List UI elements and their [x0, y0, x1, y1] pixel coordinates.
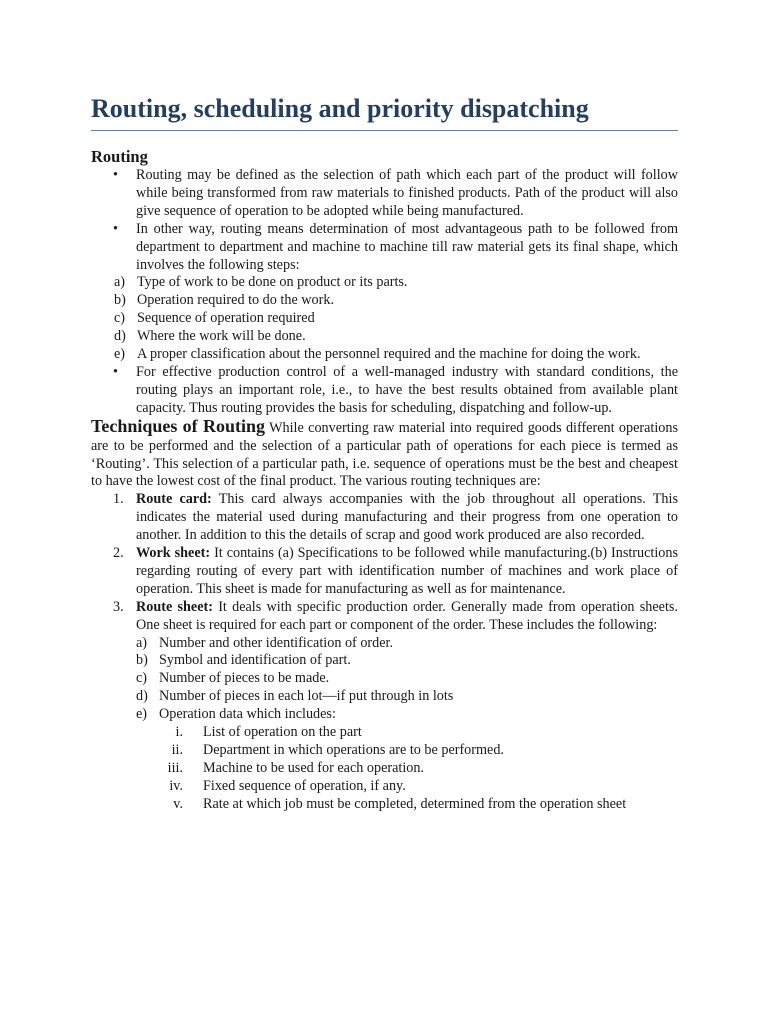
bullet-icon: • — [113, 220, 118, 237]
techniques-list — [91, 491, 678, 813]
list-item: b) Symbol and identification of part. — [136, 652, 351, 669]
list-item: v. Rate at which job must be completed, determined from the operation sheet — [173, 795, 627, 812]
list-item: • For effective production control of a well-managed industry with standard conditions, the routing plays an important role, i.e., to have the best results obtained from available plant capacity. Thus routing provides the basis for scheduling, dispatching and follow-up. — [113, 363, 678, 416]
list-item: e) A proper classification about the personnel required and the machine for doing the work. — [114, 346, 641, 363]
routing-bullets — [91, 167, 678, 418]
list-item: i. List of operation on the part — [175, 724, 362, 741]
document-page — [91, 92, 678, 814]
list-item: iii. Machine to be used for each operation. — [167, 759, 425, 776]
list-item: • Routing may be defined as the selection of path which each part of the product will follow while being transformed from raw materials to finished products. Path of the product will also give sequence of operation to be adopted while being manufactured. — [113, 167, 678, 219]
list-item: • In other way, routing means determination of most advantageous path to be followed from department to department and machine to machine till raw material gets its final shape, which involves the following steps: a) Type of work to be done on product or its parts. b) Operation required to do the work. c) Sequence of operation required d) Where the work will be done. e) A proper classification about the personnel required and the machine for doing the work. — [113, 220, 678, 363]
bullet-icon: • — [113, 167, 118, 183]
list-item: a) Type of work to be done on product or its parts. — [114, 274, 408, 291]
list-item: e) Operation data which includes: i. List of operation on the part ii. Department in which operations are to be performed. iii. Machine to be used for each operation. iv. Fixed sequence of operation, if any. v. Rate at which job must be completed, determined from the operation sheet — [136, 706, 678, 813]
list-item: 2. Work sheet: It contains (a) Specifications to be followed while manufacturing.(b) Instructions regarding routing of every part with identification number of machines and work place of operation. This sheet is made for manufacturing as well as for maintenance. — [113, 545, 678, 597]
routing-heading: Routing — [91, 147, 148, 166]
bullet-icon: • — [113, 363, 118, 380]
techniques-paragraph: Techniques of Routing While converting raw material into required goods different operations are to be performed and the selection of a particular path of operations for each piece is termed as ‘Routing’. This selection of a particular path, i.e. sequence of operations must be the best and cheapest to have the lowest cost of the final product. The various routing techniques are: — [91, 415, 678, 490]
techniques-heading: Techniques of Routing — [91, 415, 266, 436]
list-item: 1. Route card: This card always accompanies with the job throughout all operations. This indicates the material used during manufacturing and their progress from one operation to another. In addition to this the details of scrap and good work produced are also recorded. — [113, 491, 678, 544]
list-item: c) Sequence of operation required — [114, 310, 315, 327]
list-item: ii. Department in which operations are to be performed. — [171, 742, 504, 758]
list-item: b) Operation required to do the work. — [114, 292, 334, 309]
route-sheet-list — [136, 635, 678, 814]
page-title: Routing, scheduling and priority dispatching — [91, 92, 678, 131]
operation-data-list — [136, 724, 678, 814]
list-item: d) Number of pieces in each lot—if put through in lots — [136, 688, 454, 705]
list-item: 3. Route sheet: It deals with specific production order. Generally made from operation sheets. One sheet is required for each part or component of the order. These includes the following: a) Number and other identification of order. b) Symbol and identification of part. c) Number of pieces to be made. d) Number of pieces in each lot—if put through in lots e) Operation data which includes: i. List of operation on the part ii. Department in which operations are to be performed. iii. Machine to be used for each operation. iv. Fixed sequence of operation, if any. v. Rate at which job must be completed, determined from the operation sheet — [113, 598, 678, 812]
list-item: c) Number of pieces to be made. — [136, 670, 330, 687]
list-item: a) Number and other identification of order. — [136, 634, 394, 651]
routing-steps-list — [114, 274, 678, 364]
list-item: d) Where the work will be done. — [114, 328, 306, 345]
list-item: iv. Fixed sequence of operation, if any. — [169, 777, 406, 794]
